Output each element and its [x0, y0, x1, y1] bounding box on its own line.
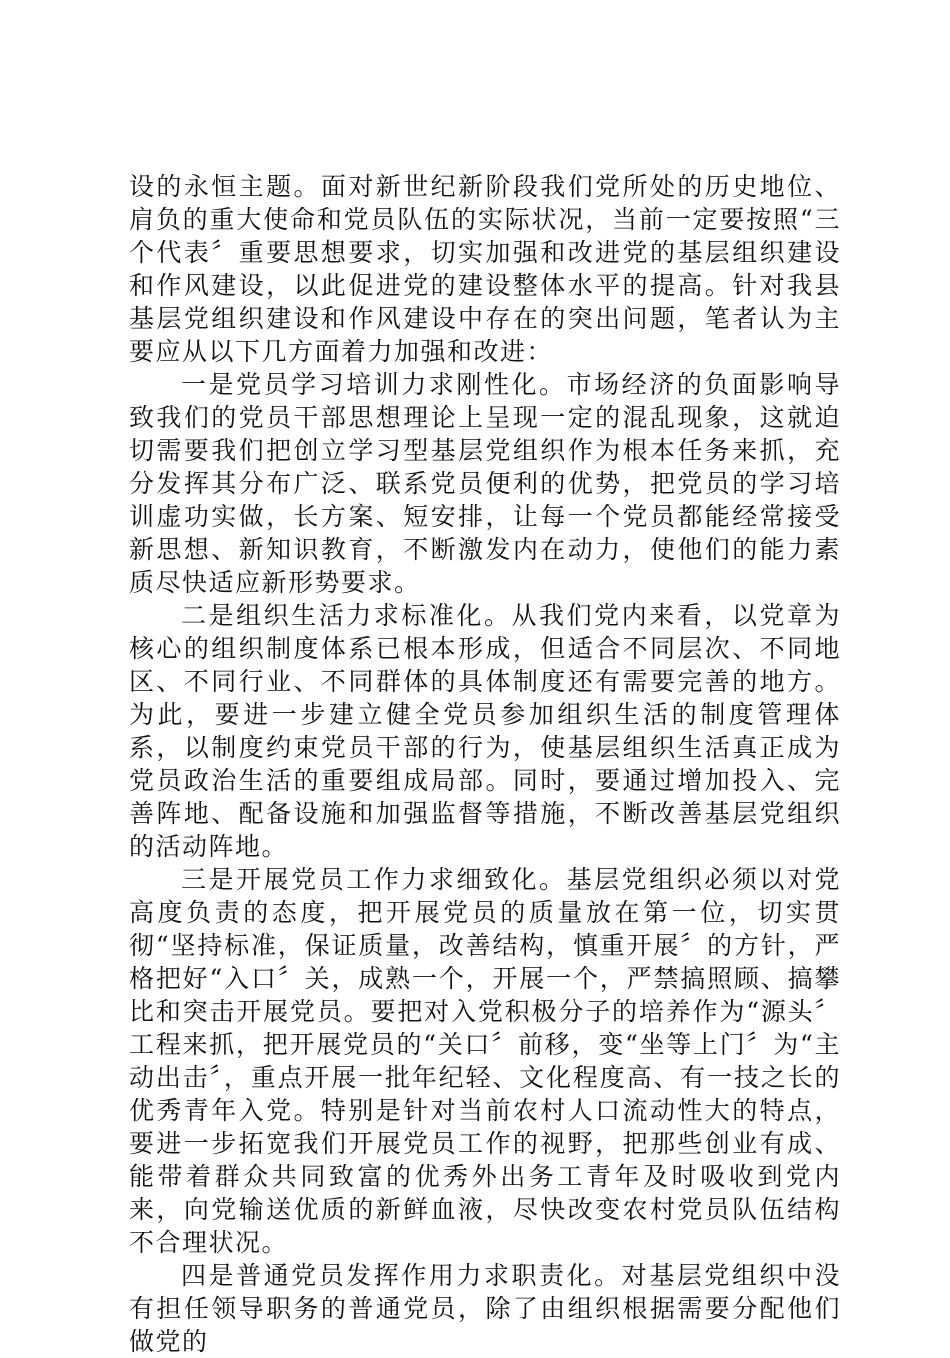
paragraph-continuation: 设的永恒主题。面对新世纪新阶段我们党所处的历史地位、肩负的重大使命和党员队伍的实际状况，当前一定要按照“三个代表〞重要思想要求，切实加强和改进党的基层组织建设和作风建设，以此促进党的建设整体水平的提高。针对我县基层党组织建设和作风建设中存在的突出问题，笔者认为主要应从以下几方面着力加强和改进：	[129, 172, 841, 366]
paragraph-point-one: 一是党员学习培训力求刚性化。市场经济的负面影响导致我们的党员干部思想理论上呈现一定的混乱现象，这就迫切需要我们把创立学习型基层党组织作为根本任务来抓，充分发挥其分布广泛、联系党员便利的优势，把党员的学习培训虚功实做，长方案、短安排，让每一个党员都能经常接受新思想、新知识教育，不断激发内在动力，使他们的能力素质尽快适应新形势要求。	[129, 370, 841, 597]
paragraph-point-two: 二是组织生活力求标准化。从我们党内来看，以党章为核心的组织制度体系已根本形成，但适合不同层次、不同地区、不同行业、不同群体的具体制度还有需要完善的地方。为此，要进一步建立健全党员参加组织生活的制度管理体系，以制度约束党员干部的行为，使基层组织生活真正成为党员政治生活的重要组成局部。同时，要通过增加投入、完善阵地、配备设施和加强监督等措施，不断改善基层党组织的活动阵地。	[129, 601, 841, 861]
document-body	[129, 170, 841, 1358]
paragraph-point-three: 三是开展党员工作力求细致化。基层党组织必须以对党高度负责的态度，把开展党员的质量放在第一位，切实贯彻“坚持标准，保证质量，改善结构，慎重开展〞的方针，严格把好“入口〞关，成熟一个，开展一个，严禁搞照顾、搞攀比和突击开展党员。要把对入党积极分子的培养作为“源头〞工程来抓，把开展党员的“关口〞前移，变“坐等上门〞为“主动出击〞，重点开展一批年纪轻、文化程度高、有一技之长的优秀青年入党。特别是针对当前农村人口流动性大的特点，要进一步拓宽我们开展党员工作的视野，把那些创业有成、能带着群众共同致富的优秀外出务工青年及时吸收到党内来，向党输送优质的新鲜血液，尽快改变农村党员队伍结构不合理状况。	[129, 865, 841, 1257]
paragraph-point-four: 四是普通党员发挥作用力求职责化。对基层党组织中没有担任领导职务的普通党员，除了由组织根据需要分配他们做党的	[129, 1261, 841, 1356]
